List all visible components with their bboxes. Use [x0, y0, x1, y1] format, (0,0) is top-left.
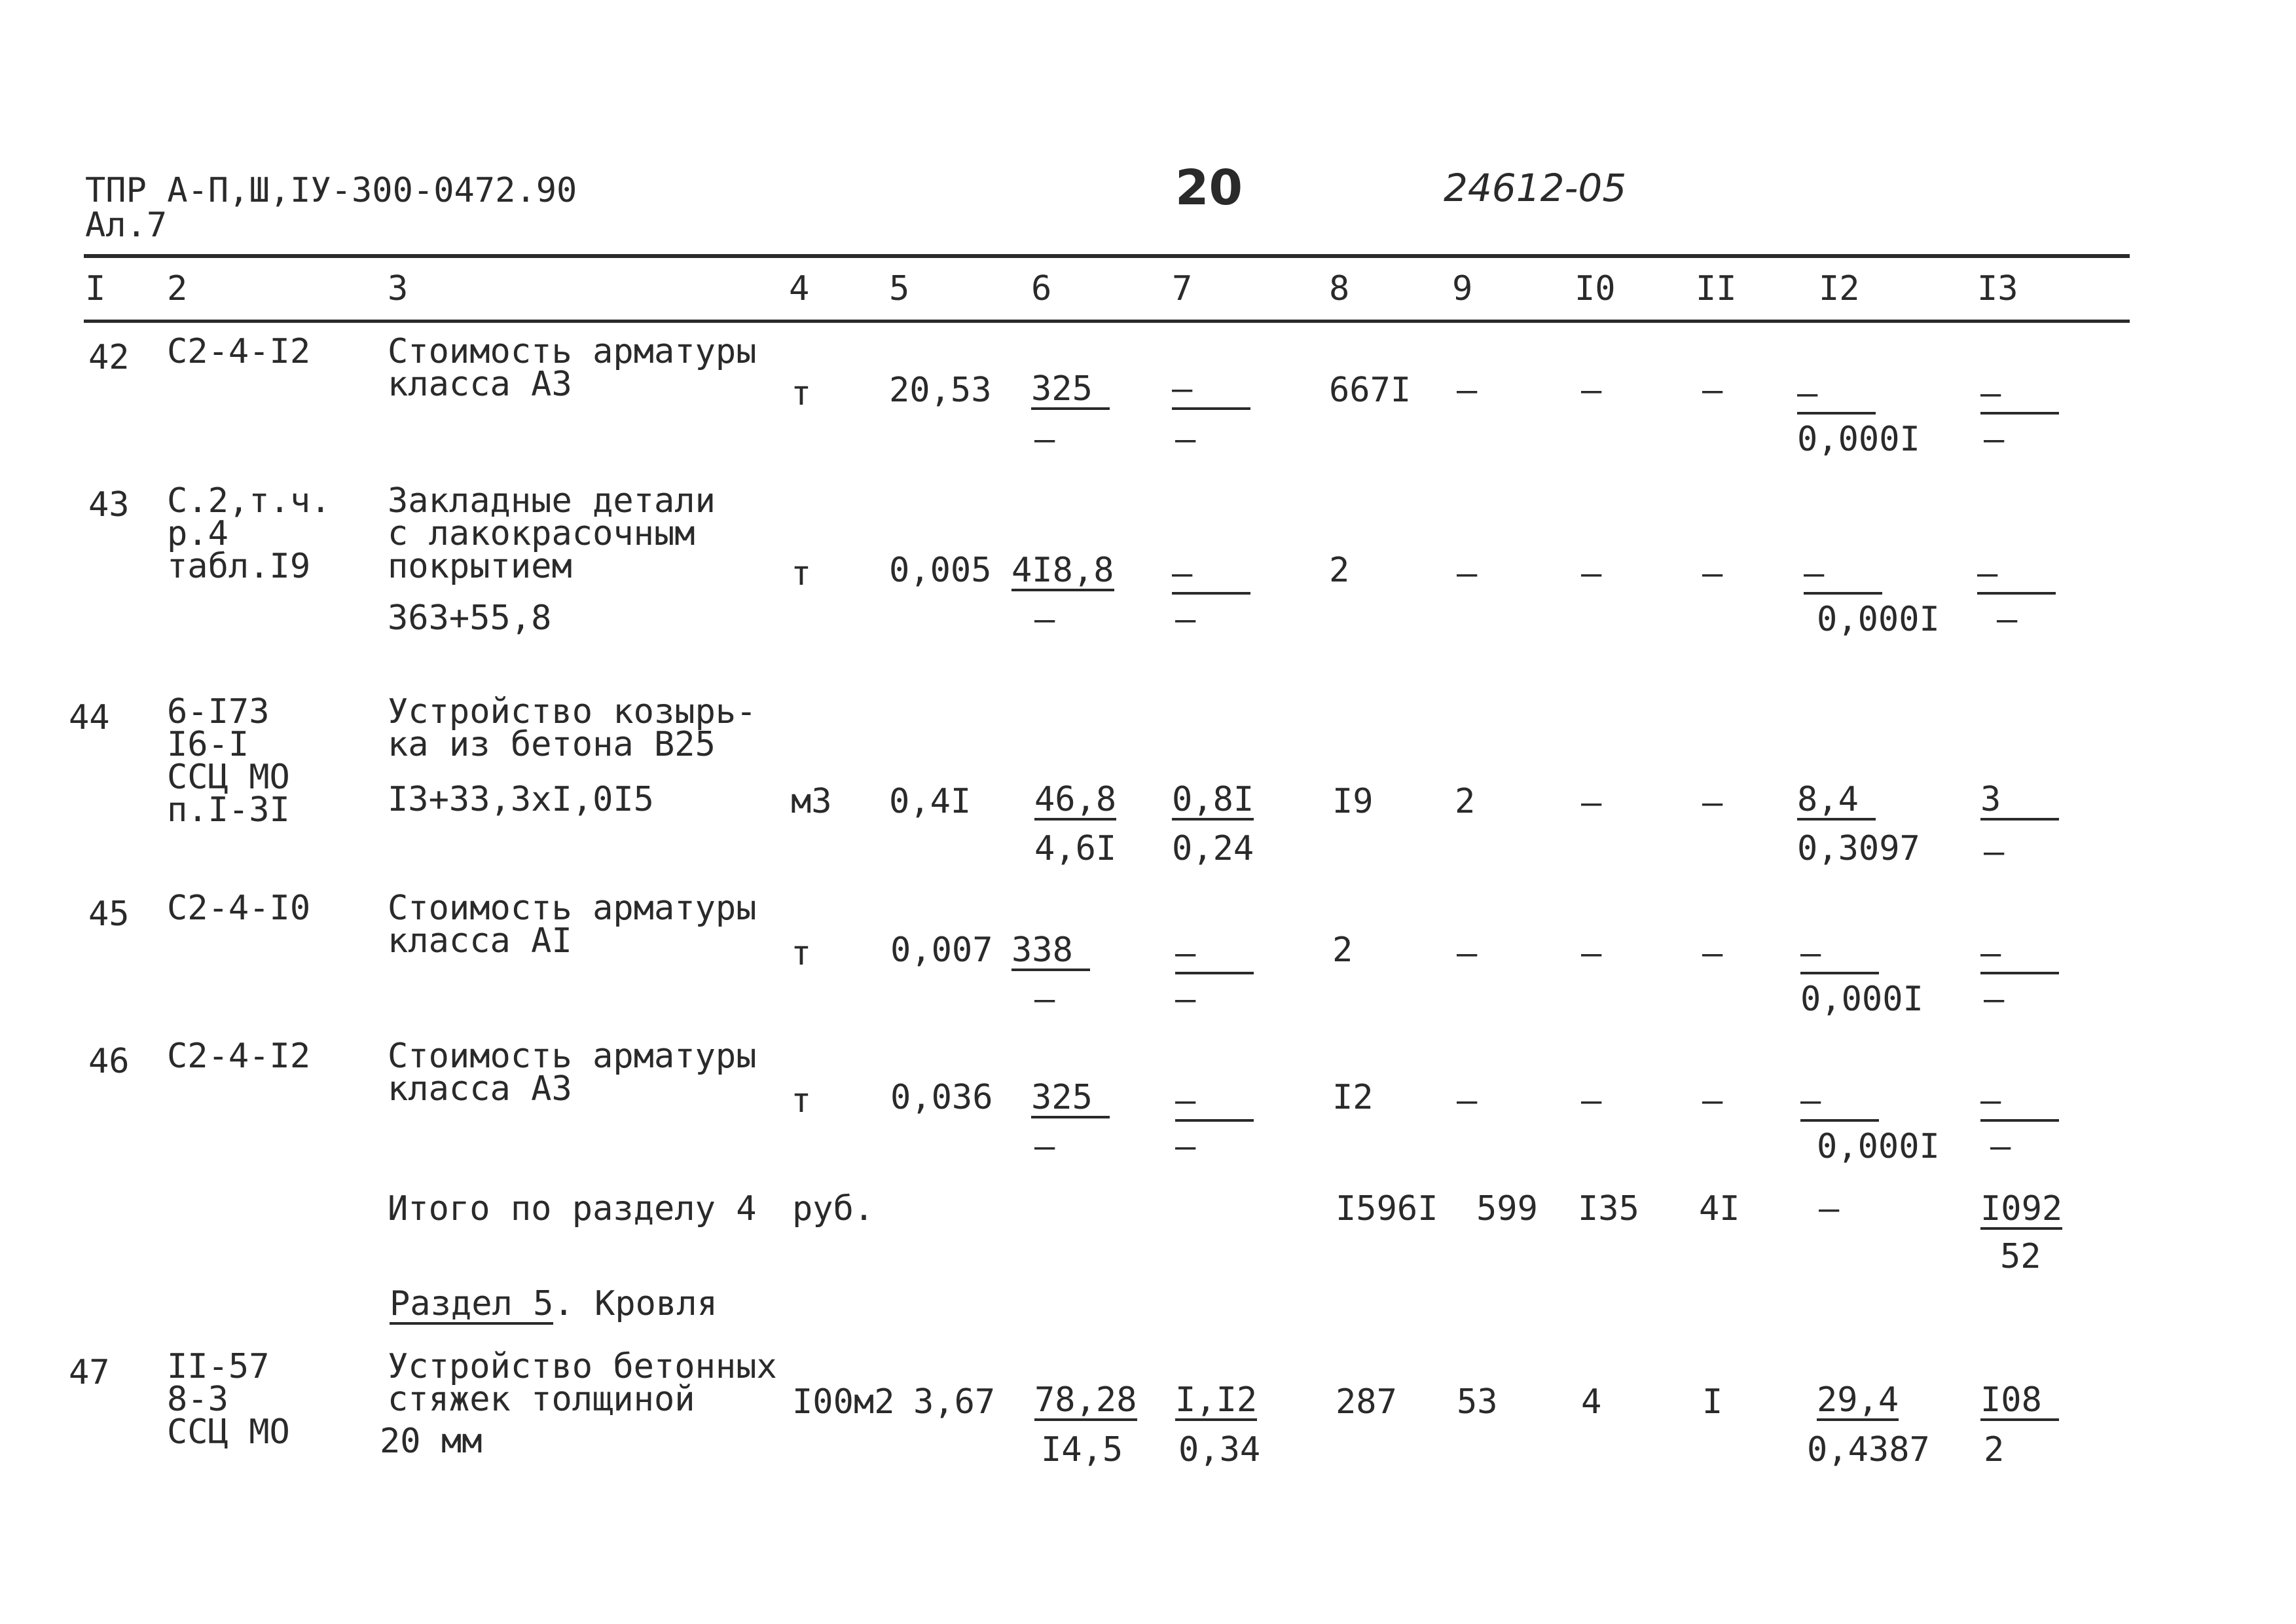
row-number: 44: [69, 698, 110, 737]
total-cost: 667I: [1329, 371, 1412, 410]
unit-cost-total: 78,28: [1034, 1380, 1137, 1420]
machinist-labour-total: –: [1984, 832, 2005, 872]
column-header: 7: [1172, 269, 1193, 308]
total-wages: –: [1457, 554, 1478, 593]
total-cost: 2: [1332, 931, 1353, 970]
unit-cost-machines: –: [1175, 1084, 1254, 1122]
unit-cost-wages: –: [1034, 1127, 1055, 1166]
machinist-labour-per-unit: –: [1980, 1084, 2059, 1122]
section-heading: Раздел 5. Кровля: [390, 1284, 718, 1323]
column-header: I3: [1977, 269, 2018, 308]
total-machine-wages: 4I: [1699, 1189, 1740, 1228]
total-machine-wages: –: [1702, 1081, 1723, 1120]
unit-cost-wages: –: [1034, 420, 1055, 459]
labour-per-unit: –: [1800, 1084, 1879, 1122]
norm-code: С.2,т.ч. р.4 табл.I9: [167, 481, 331, 586]
unit-cost-machines: I,I2: [1175, 1380, 1258, 1420]
unit-cost-machines: –: [1175, 936, 1254, 974]
total-cost: 287: [1336, 1382, 1397, 1422]
machinist-labour-total: –: [1984, 980, 2005, 1019]
column-header: 8: [1329, 269, 1350, 308]
quantity: 0,005: [889, 551, 992, 590]
column-header: 5: [889, 269, 910, 308]
quantity: 0,4I: [889, 782, 972, 821]
labour-per-unit: –: [1797, 377, 1876, 415]
row-number: 43: [88, 485, 130, 525]
column-header: I0: [1575, 269, 1616, 308]
total-wages: 53: [1457, 1382, 1498, 1422]
norm-code: С2-4-I0: [167, 889, 311, 928]
total-wages: –: [1457, 1081, 1478, 1120]
total-machines: –: [1581, 554, 1602, 593]
total-machine-wages: –: [1702, 783, 1723, 822]
labour-total: 0,3097: [1797, 829, 1920, 868]
item-description: Стоимость арматуры класса АI: [388, 889, 757, 961]
unit: т: [791, 374, 812, 413]
total-machine-wages: –: [1702, 934, 1723, 973]
column-header: 3: [388, 269, 409, 308]
total-unit: руб.: [792, 1189, 875, 1228]
machinist-labour-total: –: [1997, 600, 2018, 639]
price-formula: I3+33,3хI,0I5: [388, 780, 654, 819]
unit: т: [791, 1081, 812, 1120]
item-description: Стоимость арматуры класса А3: [388, 332, 757, 404]
unit-cost-total: 325: [1031, 1080, 1110, 1118]
machinist-labour-per-unit: I08: [1980, 1383, 2059, 1421]
labour-per-unit: 8,4: [1797, 783, 1876, 821]
unit-cost-total: 46,8: [1034, 780, 1117, 819]
column-header: 2: [167, 269, 188, 308]
item-description: Устройство козырь- ка из бетона В25: [388, 692, 757, 764]
labour-total: 0,000I: [1797, 420, 1920, 459]
unit-cost-machines: 0,8I: [1172, 780, 1254, 819]
header-bottom-rule: [84, 320, 2130, 323]
total-cost: 2: [1329, 551, 1350, 590]
thickness-note: 20 мм: [380, 1422, 483, 1461]
column-header: 6: [1031, 269, 1052, 308]
machinist-labour-per-unit: 3: [1980, 783, 2059, 821]
total-wages: –: [1457, 934, 1478, 973]
total-machinist-labour: I092: [1980, 1189, 2063, 1228]
labour-total: 0,000I: [1817, 1127, 1940, 1166]
unit-cost-total: 338: [1011, 933, 1090, 971]
unit: т: [791, 554, 812, 593]
total-machinist-labour-sum: 52: [2000, 1237, 2041, 1276]
total-wages: 2: [1455, 782, 1476, 821]
total-machine-wages: –: [1702, 554, 1723, 593]
document-code: ТПР А-П,Ш,IУ-300-0472.90: [85, 171, 577, 210]
labour-per-unit: –: [1804, 557, 1882, 595]
labour-total: 0,000I: [1800, 980, 1923, 1019]
unit-cost-machine-wages: –: [1175, 1127, 1196, 1166]
quantity: 0,007: [890, 931, 993, 970]
labour-per-unit: –: [1800, 936, 1879, 974]
unit: м3: [791, 782, 832, 821]
total-label: Итого по разделу 4: [388, 1189, 757, 1228]
total-machine-wages: –: [1702, 371, 1723, 410]
unit-cost-wages: –: [1034, 980, 1055, 1019]
quantity: 3,67: [913, 1382, 996, 1422]
machinist-labour-per-unit: –: [1977, 557, 2056, 595]
column-header: I2: [1819, 269, 1860, 308]
row-number: 46: [88, 1042, 130, 1081]
norm-code: С2-4-I2: [167, 332, 311, 371]
unit-cost-wages: I4,5: [1041, 1430, 1123, 1469]
norm-code: С2-4-I2: [167, 1037, 311, 1076]
labour-total: 0,000I: [1817, 600, 1940, 639]
total-machines: 4: [1581, 1382, 1602, 1422]
total-wages: 599: [1476, 1189, 1538, 1228]
total-machines: –: [1581, 934, 1602, 973]
quantity: 0,036: [890, 1078, 993, 1117]
price-formula: 363+55,8: [388, 599, 552, 638]
labour-per-unit: 29,4: [1817, 1380, 1899, 1420]
item-description: Устройство бетонных стяжек толщиной: [388, 1347, 777, 1419]
column-header: II: [1696, 269, 1737, 308]
quantity: 20,53: [889, 371, 992, 410]
labour-total: 0,4387: [1807, 1430, 1930, 1469]
header-top-rule: [84, 254, 2130, 258]
unit-cost-wages: 4,6I: [1034, 829, 1117, 868]
column-header: 9: [1452, 269, 1473, 308]
unit-cost-machine-wages: 0,34: [1178, 1430, 1261, 1469]
row-number: 42: [88, 338, 130, 377]
page-number: 20: [1175, 160, 1243, 216]
machinist-labour-total: 2: [1984, 1430, 2005, 1469]
total-cost: I596I: [1336, 1189, 1438, 1228]
machinist-labour-per-unit: –: [1980, 377, 2059, 415]
machinist-labour-total: –: [1990, 1127, 2011, 1166]
norm-code: 6-I73 I6-I ССЦ МО п.I-3I: [167, 692, 290, 830]
total-labour: –: [1819, 1189, 1840, 1228]
machinist-labour-total: –: [1984, 420, 2005, 459]
column-header: I: [85, 269, 106, 308]
unit-cost-wages: –: [1034, 600, 1055, 639]
unit-cost-machine-wages: –: [1175, 420, 1196, 459]
unit-cost-total: 325: [1031, 372, 1110, 410]
row-number: 45: [88, 895, 130, 934]
norm-code: II-57 8-3 ССЦ МО: [167, 1347, 290, 1452]
unit-cost-machine-wages: –: [1175, 980, 1196, 1019]
column-header: 4: [789, 269, 810, 308]
machinist-labour-per-unit: –: [1980, 936, 2059, 974]
unit-cost-machine-wages: 0,24: [1172, 829, 1254, 868]
total-machines: –: [1581, 1081, 1602, 1120]
unit-cost-machines: –: [1172, 557, 1250, 595]
unit-cost-machine-wages: –: [1175, 600, 1196, 639]
item-description: Закладные детали с лакокрасочным покрытием: [388, 481, 716, 586]
total-machines: –: [1581, 783, 1602, 822]
unit-cost-machines: –: [1172, 372, 1250, 410]
total-wages: –: [1457, 371, 1478, 410]
total-machines: –: [1581, 371, 1602, 410]
total-machine-wages: I: [1702, 1382, 1723, 1422]
row-number: 47: [69, 1353, 110, 1392]
total-cost: I9: [1332, 782, 1374, 821]
unit: I00м2: [792, 1382, 895, 1422]
unit-cost-total: 4I8,8: [1011, 551, 1114, 590]
item-description: Стоимость арматуры класса А3: [388, 1037, 757, 1109]
album-label: Ал.7: [85, 206, 168, 245]
unit: т: [791, 934, 812, 973]
archive-number: 24612-05: [1444, 166, 1627, 210]
total-machines: I35: [1578, 1189, 1639, 1228]
total-cost: I2: [1332, 1078, 1374, 1117]
